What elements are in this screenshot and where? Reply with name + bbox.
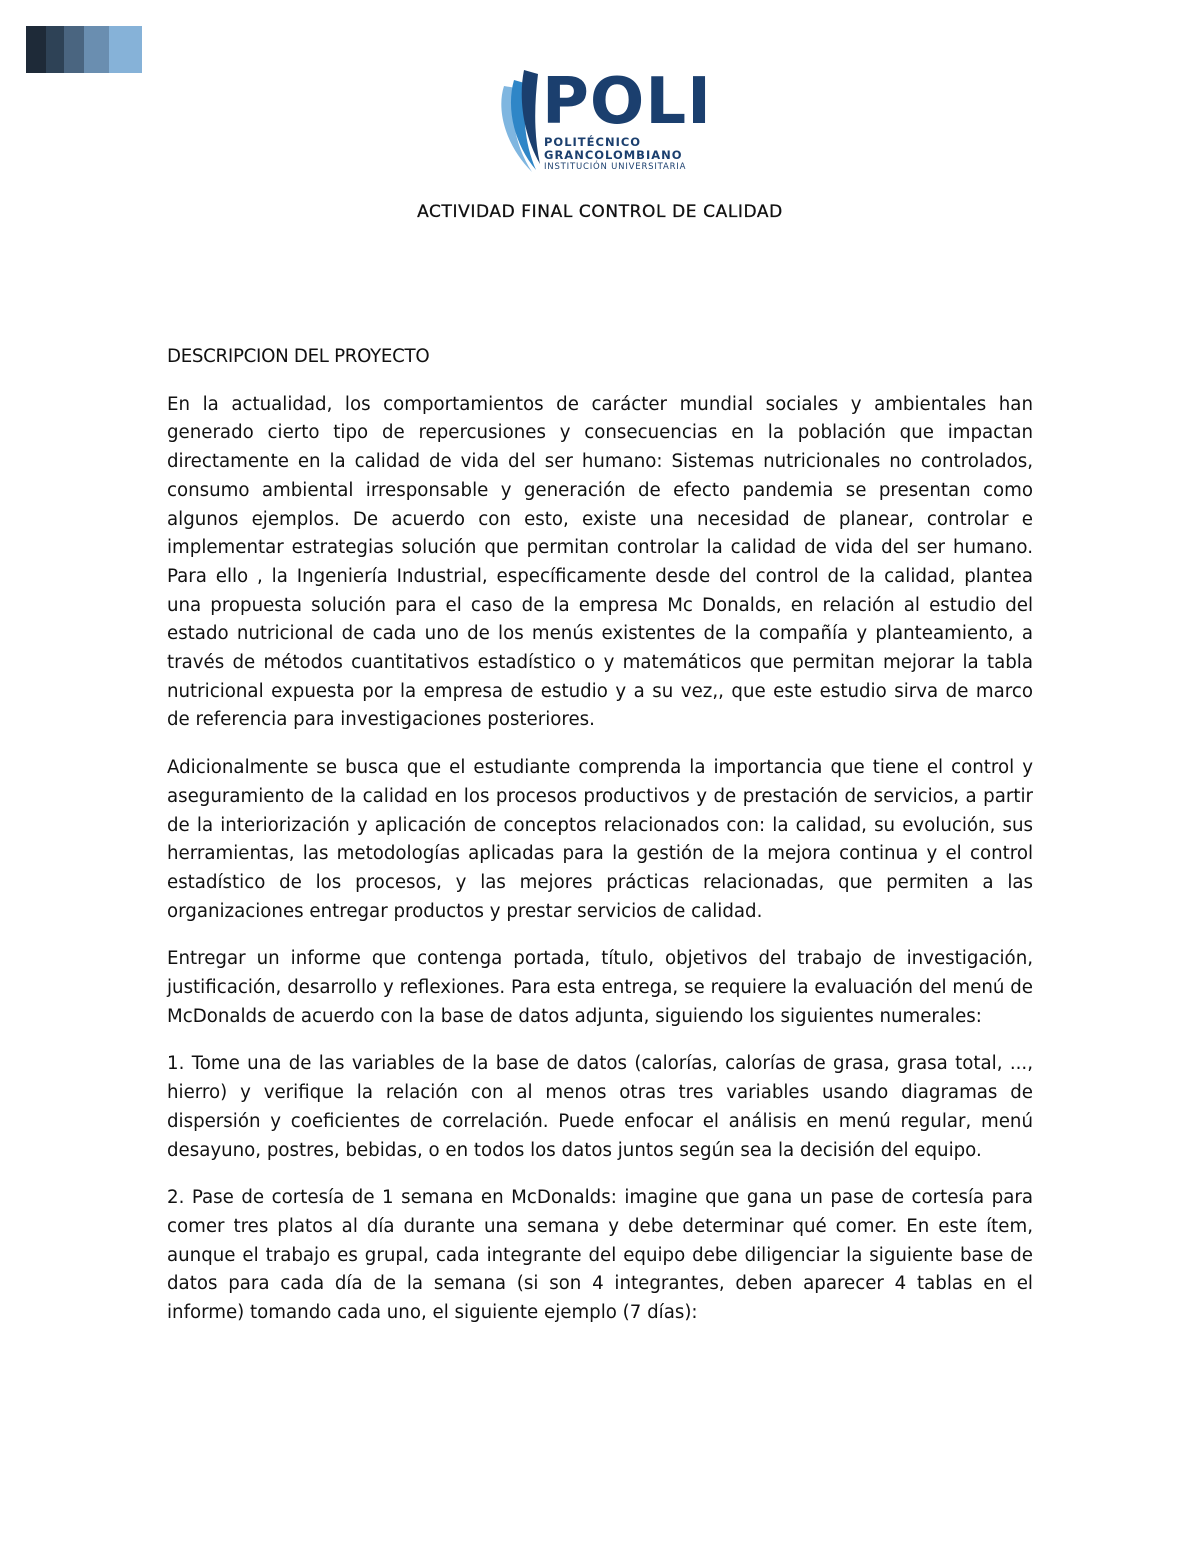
color-swatch [46,26,64,73]
paragraph: Adicionalmente se busca que el estudiante comprenda la importancia que tiene el control y aseguramiento de la calidad en los procesos productivos y de prestación de servicios, a partir de la interiorización y aplicación de conceptos relacionados con: la calidad, su evolución, sus herramientas, las metodologías aplicadas para la gestión de la mejora continua y el control estadístico de los procesos, y las mejores prácticas relacionadas, que permiten a las organizaciones entregar productos y prestar servicios de calidad. [167,757,1033,922]
color-swatch [84,26,109,73]
logo-line-1: POLITÉCNICO [544,135,642,149]
color-swatch [64,26,84,73]
logo-name: POLI [542,65,712,139]
color-swatch [109,26,142,73]
logo-line-3: INSTITUCIÓN UNIVERSITARIA [544,162,687,172]
logo-line-2: GRANCOLOMBIANO [544,148,683,162]
color-swatch [26,26,46,73]
section-heading: DESCRIPCION DEL PROYECTO [167,346,430,367]
paragraph: Entregar un informe que contenga portada, título, objetivos del trabajo de investigación, justificación, desarrollo y reflexiones. Para esta entrega, se requiere la evaluación del menú de McDonalds de acuerdo con la base de datos adjunta, siguiendo los siguientes numerales: [167,948,1033,1027]
document-body [167,343,1033,1347]
paragraph: En la actualidad, los comportamientos de carácter mundial sociales y ambientales han generado cierto tipo de repercusiones y consecuencias en la población que impactan directamente en la calidad de vida del ser humano: Sistemas nutricionales no controlados, consumo ambiental irresponsable y generación de efecto pandemia se presentan como algunos ejemplos. De acuerdo con esto, existe una necesidad de planear, controlar e implementar estrategias solución que permitan controlar la calidad de vida del ser humano. Para ello , la Ingeniería Industrial, específicamente desde del control de la calidad, plantea una propuesta solución para el caso de la empresa Mc Donalds, en relación al estudio del estado nutricional de cada uno de los menús existentes de la compañía y planteamiento, a través de métodos cuantitativos estadístico o y matemáticos que permitan mejorar la tabla nutricional expuesta por la empresa de estudio y a su vez,, que este estudio sirva de marco de referencia para investigaciones posteriores. [167,393,1033,731]
document-title: ACTIVIDAD FINAL CONTROL DE CALIDAD [417,202,783,222]
poli-logo-text [542,65,722,173]
paragraph: 1. Tome una de las variables de la base de datos (calorías, calorías de grasa, grasa total, ..., hierro) y verifique la relación con al menos otras tres variables usando diagramas de dispersión y coeficientes de correlación. Puede enfocar el análisis en menú regular, menú desayuno, postres, bebidas, o en todos los datos juntos según sea la decisión del equipo. [167,1053,1033,1161]
paragraph: 2. Pase de cortesía de 1 semana en McDonalds: imagine que gana un pase de cortesía para comer tres platos al día durante una semana y debe determinar qué comer. En este ítem, aunque el trabajo es grupal, cada integrante del equipo debe diligenciar la siguiente base de datos para cada día de la semana (si son 4 integrantes, deben aparecer 4 tablas en el informe) tomando cada uno, el siguiente ejemplo (7 días): [167,1187,1033,1324]
header-color-strip [26,26,142,73]
